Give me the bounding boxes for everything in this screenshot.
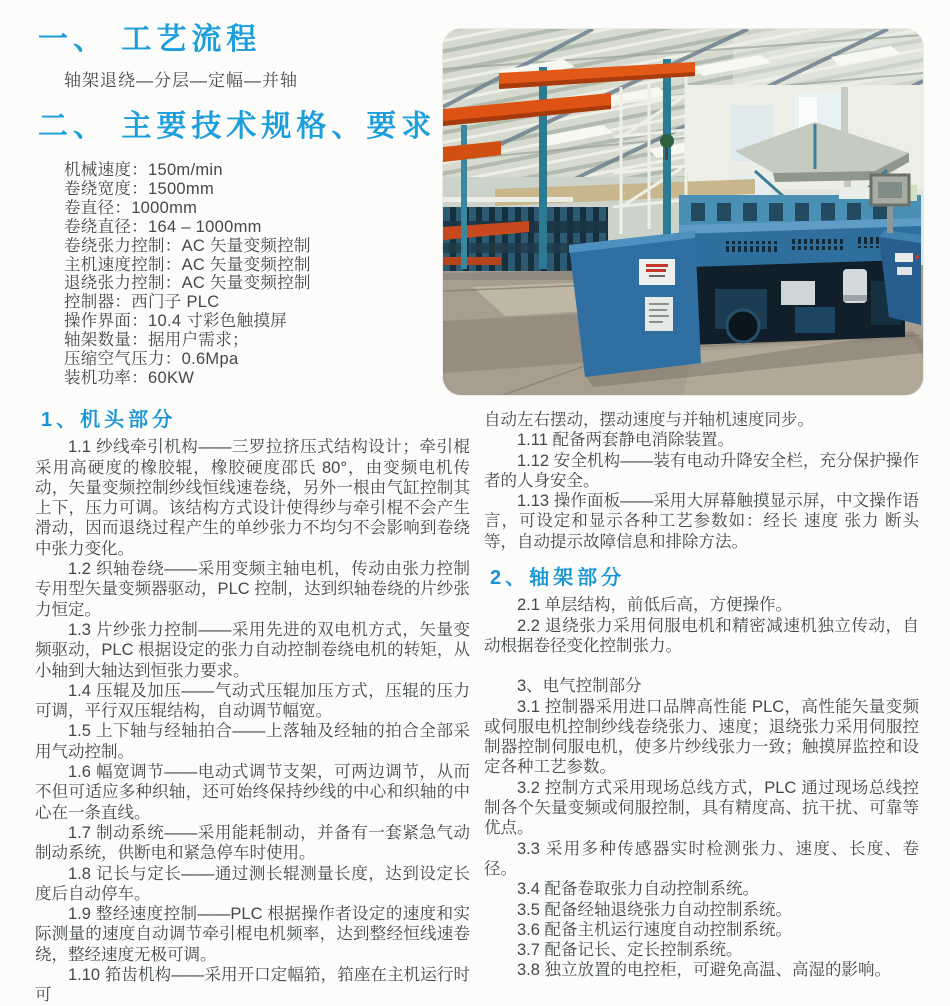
factory-photo (443, 29, 923, 395)
para-2-2: 2.2 退绕张力采用伺服电机和精密减速机独立传动，自动根据卷径变化控制张力。 (484, 616, 919, 655)
heading-section-2: 2、轴架部分 (490, 567, 626, 590)
machine-headstock (569, 231, 701, 377)
spec-item: 操作界面：10.4 寸彩色触摸屏 (64, 312, 287, 331)
para-1-11: 1.11 配备两套静电消除装置。 (517, 431, 734, 450)
para-1-2: 1.2 织轴卷绕——采用变频主轴电机，传动由张力控制专用型矢量变频器驱动，PLC 控制，达到织轴卷绕的片纱张力恒定。 (35, 560, 470, 619)
para-1-7: 1.7 制动系统——采用能耗制动，并备有一套紧急气动制动系统，供断电和紧急停车时使用。 (35, 823, 470, 863)
spec-list (64, 161, 438, 388)
left-column (35, 410, 470, 1006)
spec-item: 装机功率：60KW (64, 368, 195, 387)
heading-tech-specs: 二、 主要技术规格、要求 (38, 110, 437, 143)
heading-section-3: 3、电气控制部分 (517, 677, 642, 696)
machine-label-plate (645, 297, 673, 331)
para-1-9: 1.9 整经速度控制——PLC 根据操作者设定的速度和实际测量的速度自动调节牵引棍电机频率，达到整经恒线速卷绕，整经速度无极可调。 (35, 905, 470, 964)
spec-item: 机械速度：150m/min (64, 161, 223, 179)
para-2-1: 2.1 单层结构，前低后高，方便操作。 (517, 596, 793, 615)
para-1-12: 1.12 安全机构——装有电动升降安全栏，充分保护操作者的人身安全。 (484, 451, 919, 490)
para-3-1: 3.1 控制器采用进口品牌高性能 PLC，高性能矢量变频或伺服电机控制纱线卷绕张力、速度；退绕张力采用伺服控制器控制伺服电机，使多片纱线张力一致；触摸屏监控和设定各种工艺参数。 (484, 697, 919, 777)
para-3-2: 3.2 控制方式采用现场总线方式，PLC 通过现场总线控制各个矢量变频或伺服控制，具有精度高、抗干扰、可靠等优点。 (484, 778, 919, 838)
body-columns (35, 410, 919, 1006)
para-1-13: 1.13 操作面板——采用大屏幕触摸显示屏，中文操作语言，可设定和显示各种工艺参数如：经长 速度 张力 断头 等，自动提示故障信息和排除方法。 (484, 492, 919, 551)
factory-photo-illustration (443, 29, 923, 395)
para-3-6: 3.6 配备主机运行速度自动控制系统。 (517, 920, 793, 939)
spec-item: 轴架数量：据用户需求； (64, 331, 249, 350)
heading-section-1: 1、机头部分 (41, 409, 177, 431)
right-column (484, 410, 919, 1006)
para-1-6: 1.6 幅宽调节——电动式调节支架，可两边调节，从而不但可适应多种织轴，还可始终保持纱线的中心和织轴的中心在一条直线。 (35, 763, 470, 822)
spec-item: 退绕张力控制：AC 矢量变频控制 (64, 274, 311, 293)
para-3-5: 3.5 配备经轴退绕张力自动控制系统。 (517, 900, 793, 919)
spec-item: 卷绕直径：164 – 1000mm (64, 217, 262, 236)
para-1-4: 1.4 压辊及加压——气动式压辊加压方式，压辊的压力可调，平行双压辊结构，自动调节幅宽。 (35, 681, 470, 721)
spec-item: 控制器：西门子 PLC (64, 293, 220, 312)
heading-process-flow: 一、 工艺流程 (38, 23, 262, 56)
crane-post (539, 67, 547, 269)
para-1-3: 1.3 片纱张力控制——采用先进的双电机方式，矢量变频驱动，PLC 根据设定的张力自动控制卷绕电机的转矩，从小轴到大轴达到恒张力要求。 (35, 620, 470, 680)
spec-item: 卷绕张力控制：AC 矢量变频控制 (64, 236, 311, 255)
para-1-10-continuation: 自动左右摆动，摆动速度与并轴机速度同步。 (484, 411, 814, 429)
para-1-5: 1.5 上下轴与经轴拍合——上落轴及经轴的拍合全部采用气动控制。 (35, 722, 470, 761)
intro-block (38, 22, 438, 388)
para-1-8: 1.8 记长与定长——通过测长辊测量长度，达到设定长度后自动停车。 (35, 864, 470, 903)
para-3-8: 3.8 独立放置的电控柜，可避免高温、高湿的影响。 (517, 961, 892, 980)
spec-item: 卷绕宽度：1500mm (64, 179, 214, 198)
hoist (660, 134, 674, 148)
para-3-4: 3.4 配备卷取张力自动控制系统。 (517, 880, 760, 899)
spec-item: 卷直径：1000mm (64, 198, 198, 217)
para-1-1: 1.1 纱线牵引机构——三罗拉挤压式结构设计；牵引棍采用高硬度的橡胶辊，橡胶硬度邵氏 80°，由变频电机传动，矢量变频控制纱线恒线速卷绕，另外一根由气缸控制其上下，压力可调。该结构方式设计使得纱与牵引棍不会产生滑动，因而退绕过程产生的单纱张力不均匀不会影响到卷绕中张力变化。 (35, 438, 470, 558)
para-1-10: 1.10 筘齿机构——采用开口定幅筘，筘座在主机运行时可 (35, 966, 470, 1005)
para-3-7: 3.7 配备记长、定长控制系统。 (517, 941, 743, 960)
spec-item: 主机速度控制：AC 矢量变频控制 (64, 255, 311, 274)
spec-item: 压缩空气压力：0.6Mpa (64, 350, 239, 369)
para-3-3: 3.3 采用多种传感器实时检测张力、速度、长度、卷径。 (484, 839, 919, 878)
process-flow-line: 轴架退绕—分层—定幅—并轴 (64, 71, 298, 90)
